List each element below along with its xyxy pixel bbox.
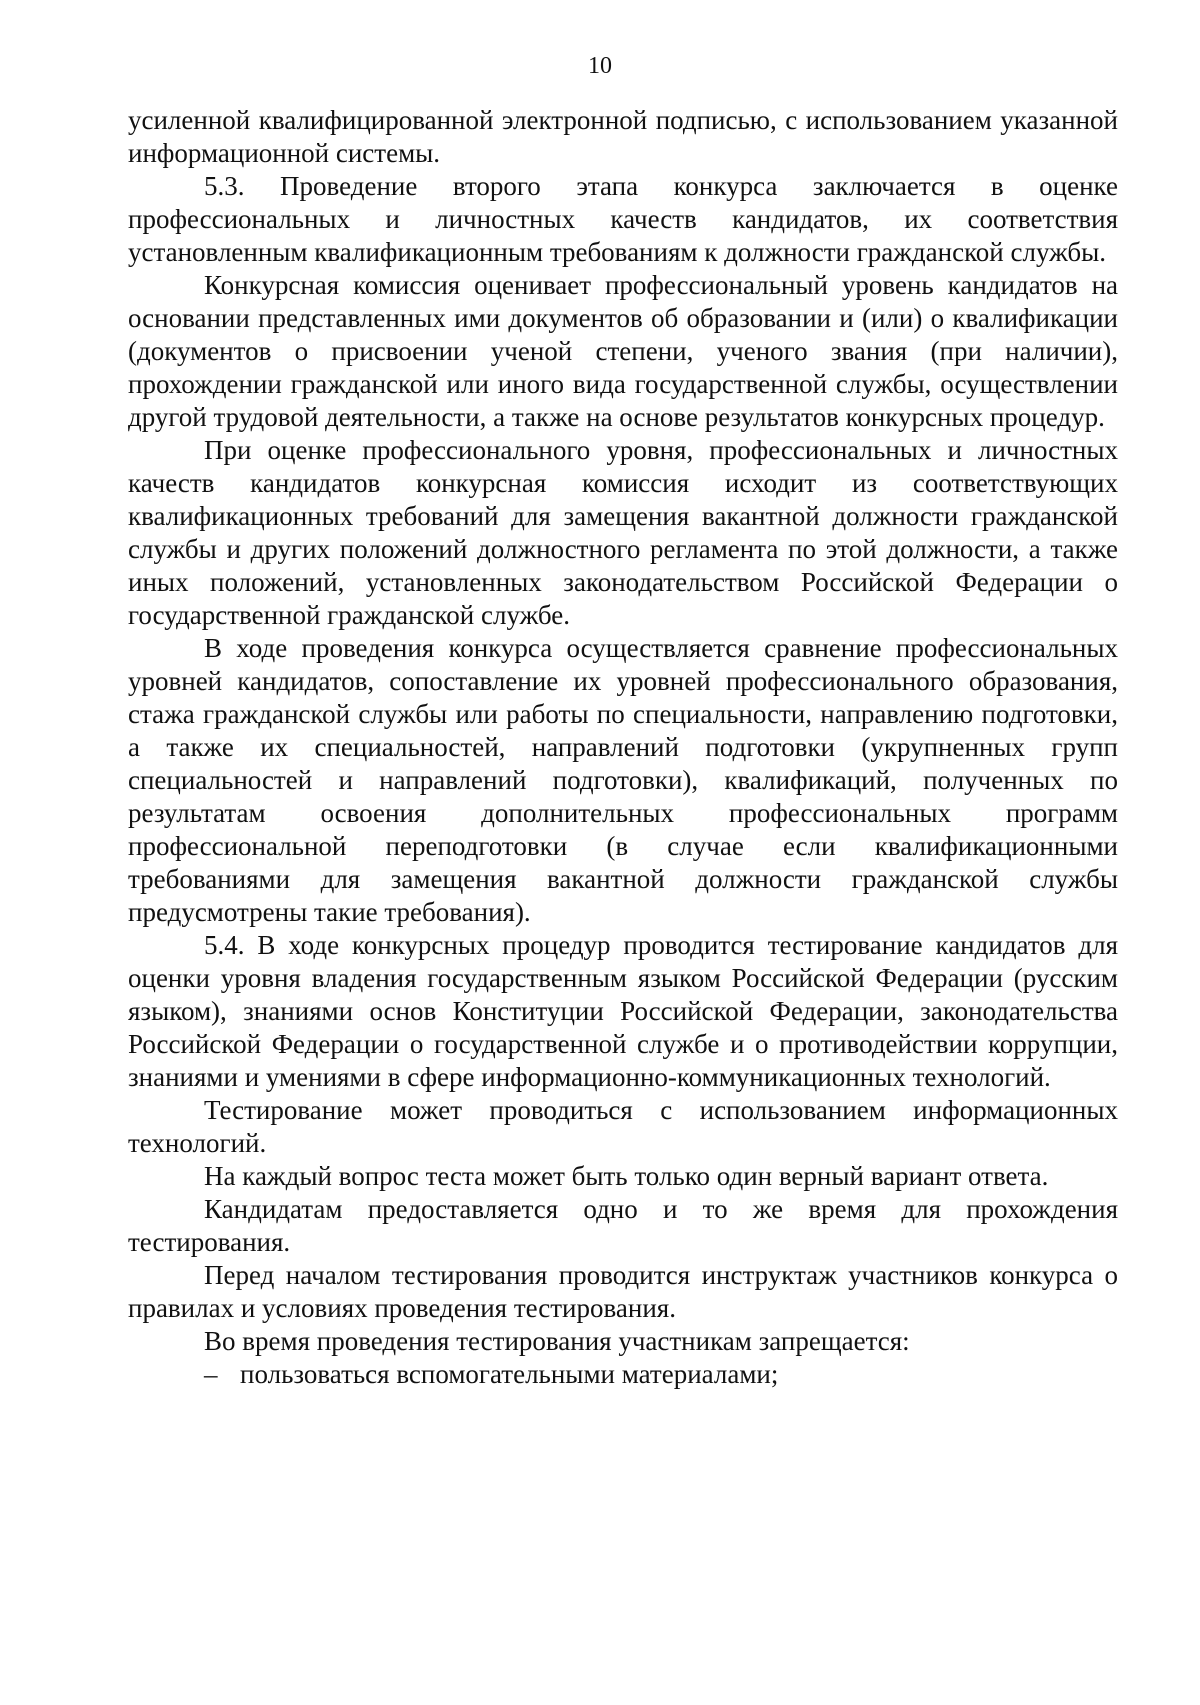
paragraph: Перед началом тестирования проводится инструктаж участников конкурса о правилах и условиях проведения тестирования. <box>128 1260 1118 1323</box>
paragraph: усиленной квалифицированной электронной подписью, с использованием указанной информационной системы. <box>128 105 1118 168</box>
paragraph: При оценке профессионального уровня, профессиональных и личностных качеств кандидатов конкурсная комиссия исходит из соответствующих квалификационных требований для замещения вакантной должности гражданской службы и других положений должностного регламента по этой должности, а также иных положений, установленных законодательством Российской Федерации о государственной гражданской службе. <box>128 435 1118 630</box>
paragraph: Конкурсная комиссия оценивает профессиональный уровень кандидатов на основании представленных ими документов об образовании и (или) о квалификации (документов о присвоении ученой степени, ученого звания (при наличии), прохождении гражданской или иного вида государственной службы, осуществлении другой трудовой деятельности, а также на основе результатов конкурсных процедур. <box>128 270 1118 432</box>
paragraph: Тестирование может проводиться с использованием информационных технологий. <box>128 1095 1118 1158</box>
list-item <box>128 1358 1118 1391</box>
list-item-text: пользоваться вспомогательными материалами; <box>240 1359 779 1389</box>
page-number: 10 <box>588 53 612 79</box>
paragraph: Во время проведения тестирования участникам запрещается: <box>204 1326 910 1356</box>
list-marker: – <box>204 1359 218 1389</box>
paragraph: 5.3. Проведение второго этапа конкурса заключается в оценке профессиональных и личностных качеств кандидатов, их соответствия установленным квалификационным требованиям к должности гражданской службы. <box>128 171 1118 267</box>
paragraph: Кандидатам предоставляется одно и то же время для прохождения тестирования. <box>128 1194 1118 1257</box>
paragraph: В ходе проведения конкурса осуществляется сравнение профессиональных уровней кандидатов, сопоставление их уровней профессионального образования, стажа гражданской службы или работы по специальности, направлению подготовки, а также их специальностей, направлений подготовки (укрупненных групп специальностей и направлений подготовки), квалификаций, полученных по результатам освоения дополнительных профессиональных программ профессиональной переподготовки (в случае если квалификационными требованиями для замещения вакантной должности гражданской службы предусмотрены такие требования). <box>128 633 1118 927</box>
paragraph: На каждый вопрос теста может быть только один верный вариант ответа. <box>204 1161 1049 1191</box>
paragraph: 5.4. В ходе конкурсных процедур проводится тестирование кандидатов для оценки уровня владения государственным языком Российской Федерации (русским языком), знаниями основ Конституции Российской Федерации, законодательства Российской Федерации о государственной службе и о противодействии коррупции, знаниями и умениями в сфере информационно-коммуникационных технологий. <box>128 930 1118 1092</box>
document-body <box>128 104 1118 1391</box>
